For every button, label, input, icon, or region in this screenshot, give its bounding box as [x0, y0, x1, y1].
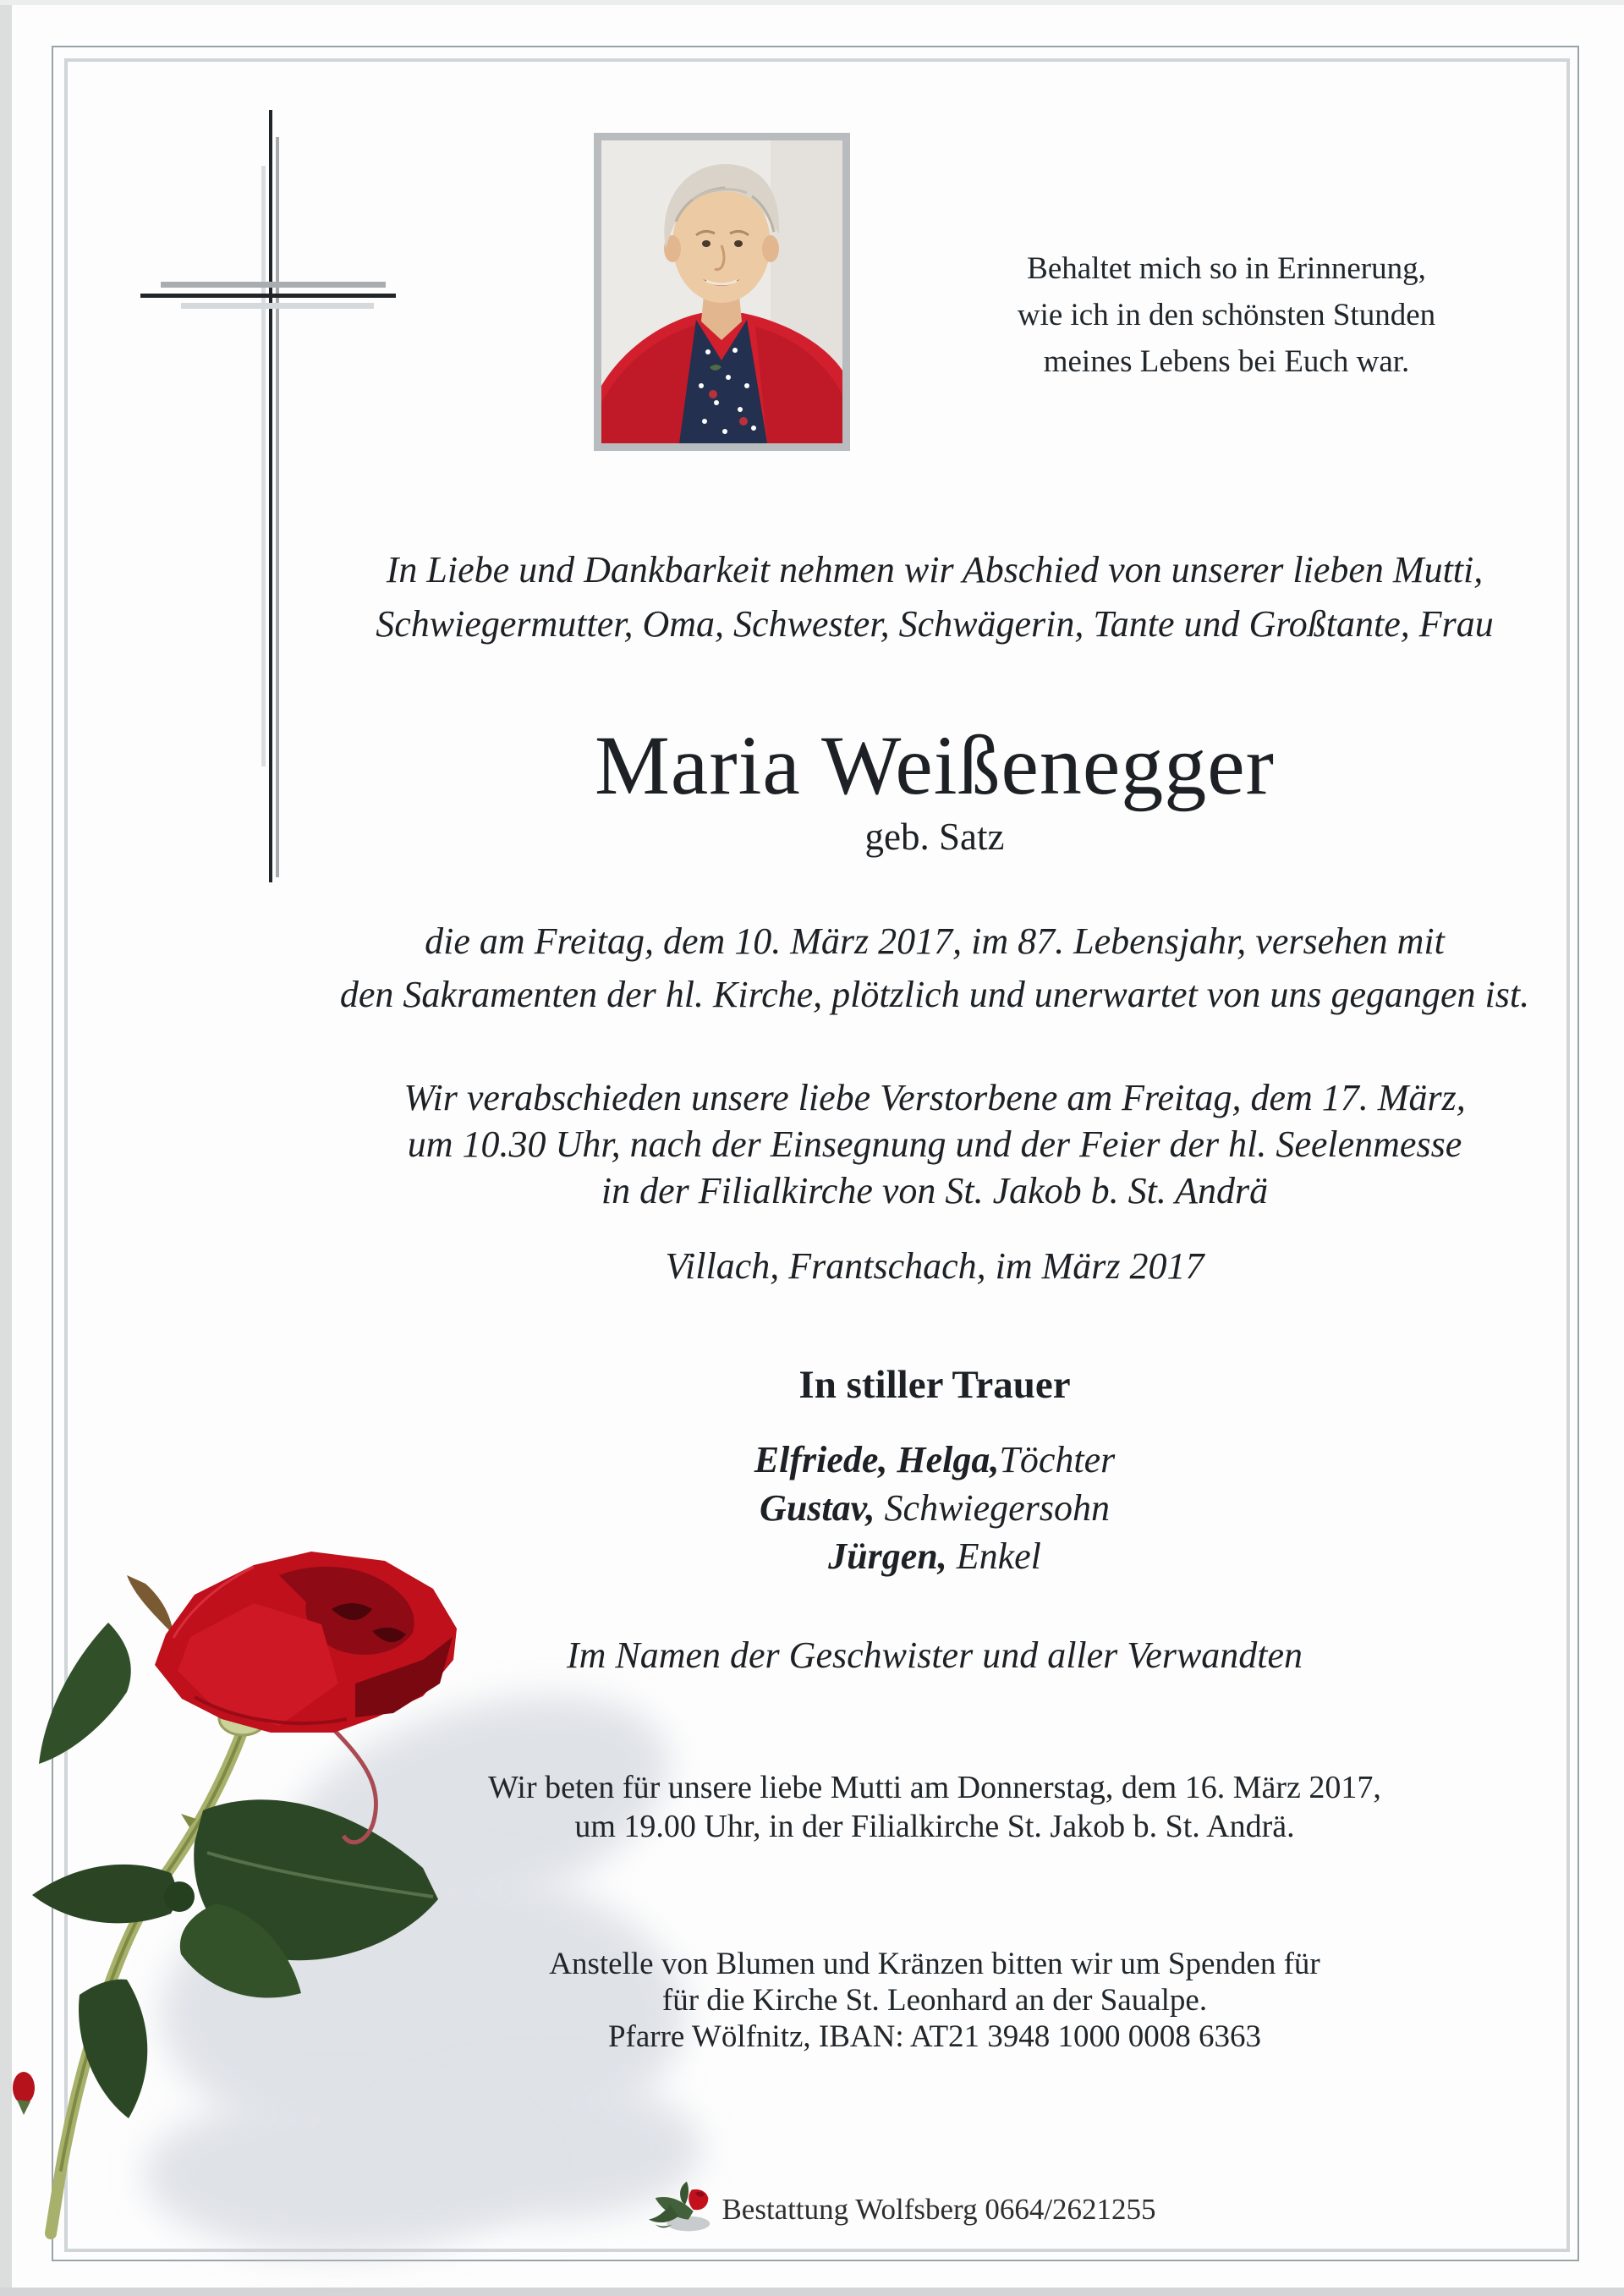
mourner-relation: Schwiegersohn — [875, 1487, 1110, 1529]
portrait-drawing — [601, 140, 842, 443]
prayer-line: um 19.00 Uhr, in der Filialkirche St. Jakob b. St. Andrä. — [574, 1809, 1295, 1844]
mourner-line — [254, 1484, 1616, 1532]
intro-line: In Liebe und Dankbarkeit nehmen wir Abschied von unserer lieben Mutti, — [386, 549, 1484, 590]
quote-line: Behaltet mich so in Erinnerung, — [1027, 251, 1426, 286]
donation-notice — [254, 1946, 1616, 2055]
mourner-line — [254, 1436, 1616, 1484]
prayer-notice — [254, 1768, 1616, 1846]
remembrance-quote — [964, 245, 1489, 385]
death-notice — [254, 915, 1616, 1021]
donation-line: Anstelle von Blumen und Kränzen bitten wir um Spenden für — [549, 1947, 1320, 1981]
farewell-notice — [254, 1074, 1616, 1214]
mourning-heading: In stiller Trauer — [798, 1363, 1071, 1407]
leaf — [32, 1865, 177, 1923]
intro-paragraph — [254, 543, 1616, 651]
small-rose-icon — [645, 2179, 720, 2233]
donation-line: Pfarre Wölfnitz, IBAN: AT21 3948 1000 0008 6363 — [607, 2019, 1262, 2054]
mourner-relation: Enkel — [946, 1535, 1041, 1577]
intro-line: Schwiegermutter, Oma, Schwester, Schwägerin, Tante und Großtante, Frau — [376, 603, 1494, 645]
mourner-relation: Töchter — [999, 1439, 1116, 1480]
deceased-birth-name: geb. Satz — [864, 816, 1005, 858]
mourners-list — [254, 1436, 1616, 1580]
leaf — [79, 1980, 147, 2118]
mourner-names: Jürgen, — [828, 1535, 947, 1577]
death-notice-line: die am Freitag, dem 10. März 2017, im 87. Lebensjahr, versehen mit — [425, 920, 1445, 962]
farewell-line: in der Filialkirche von St. Jakob b. St. Andrä — [601, 1170, 1269, 1211]
portrait-photo — [594, 133, 850, 451]
farewell-line: um 10.30 Uhr, nach der Einsegnung und der Feier der hl. Seelenmesse — [407, 1123, 1462, 1165]
quote-line: wie ich in den schönsten Stunden — [1017, 298, 1436, 332]
footer — [89, 2179, 1624, 2233]
mourner-line — [254, 1532, 1616, 1580]
death-notice-line: den Sakramenten der hl. Kirche, plötzlich und unerwartet von uns gegangen ist. — [339, 974, 1530, 1015]
mourning-closing: Im Namen der Geschwister und aller Verwandten — [566, 1634, 1303, 1676]
prayer-line: Wir beten für unsere liebe Mutti am Donnerstag, dem 16. März 2017, — [488, 1770, 1381, 1805]
mourner-names: Gustav, — [760, 1487, 875, 1529]
farewell-line: Wir verabschieden unsere liebe Verstorbene am Freitag, dem 17. März, — [403, 1077, 1466, 1118]
funeral-home-contact: Bestattung Wolfsberg 0664/2621255 — [721, 2193, 1156, 2226]
quote-line: meines Lebens bei Euch war. — [1043, 344, 1410, 379]
leaf — [39, 1623, 131, 1764]
place-dateline: Villach, Frantschach, im März 2017 — [665, 1245, 1204, 1287]
deceased-name: Maria Weißenegger — [595, 718, 1275, 812]
mourner-names: Elfriede, Helga, — [754, 1439, 1000, 1480]
donation-line: für die Kirche St. Leonhard an der Saualpe. — [661, 1983, 1208, 2018]
